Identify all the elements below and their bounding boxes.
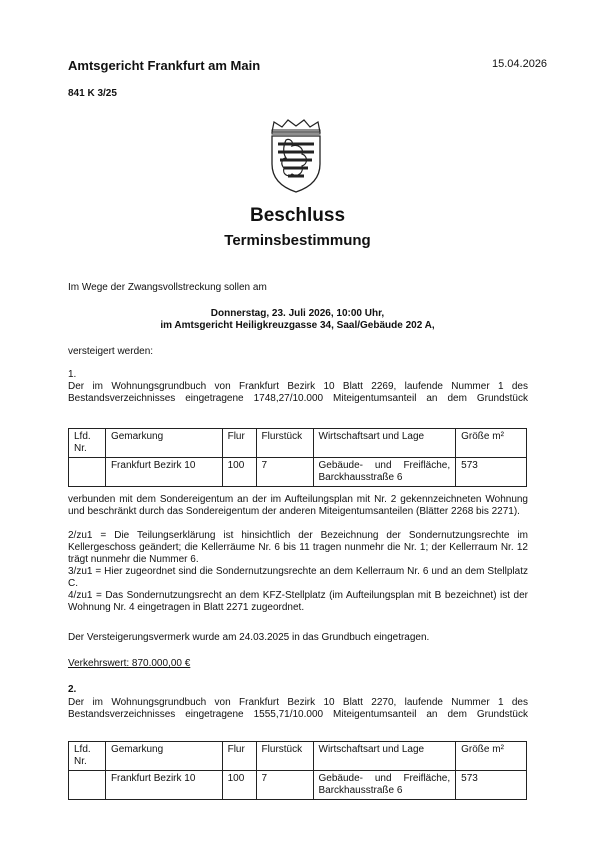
outro-text: versteigert werden: bbox=[68, 346, 154, 357]
column-header: Wirtschaftsart und Lage bbox=[313, 742, 456, 771]
column-header: Gemarkung bbox=[105, 742, 222, 771]
appointment-place: im Amtsgericht Heiligkreuzgasse 34, Saal/Gebäude 202 A, bbox=[160, 320, 435, 331]
item-description-line: Bestandsverzeichnisses eingetragene 1748,27/10.000 Miteigentumsanteil an dem Grundstück bbox=[68, 393, 528, 404]
intro-text: Im Wege der Zwangsvollstreckung sollen am bbox=[68, 282, 267, 293]
table-cell: 573 bbox=[456, 458, 527, 487]
table-cell bbox=[69, 771, 106, 800]
column-header: Flur bbox=[222, 429, 256, 458]
table-cell: Frankfurt Bezirk 10 bbox=[105, 458, 222, 487]
table-header-row bbox=[69, 429, 527, 458]
paragraph: 4/zu1 = Das Sondernutzungsrecht an dem KFZ-Stellplatz (im Aufteilungsplan mit B bezeichnet) ist der Wohnung Nr. 4 eingetragen in Blatt 2271 zugeordnet. bbox=[68, 590, 528, 613]
paragraph: 3/zu1 = Hier zugeordnet sind die Sondernutzungsrechte an dem Kellerraum Nr. 6 und an dem Stellplatz C. bbox=[68, 566, 528, 589]
table-cell: Gebäude- und Freifläche, Barckhausstraße 6 bbox=[313, 771, 456, 800]
table-row bbox=[69, 771, 527, 800]
parcel-table bbox=[68, 741, 527, 800]
column-header: Größe m² bbox=[456, 429, 527, 458]
table-header-row bbox=[69, 742, 527, 771]
item-description-line: Der im Wohnungsgrundbuch von Frankfurt Bezirk 10 Blatt 2270, laufende Nummer 1 des bbox=[68, 697, 528, 708]
column-header: Gemarkung bbox=[105, 429, 222, 458]
verkehrswert: Verkehrswert: 870.000,00 € bbox=[68, 658, 191, 669]
file-number: 841 K 3/25 bbox=[68, 88, 117, 99]
table-row bbox=[69, 458, 527, 487]
column-header: Lfd. Nr. bbox=[69, 429, 106, 458]
table-cell: 100 bbox=[222, 458, 256, 487]
column-header: Lfd. Nr. bbox=[69, 742, 106, 771]
document-date: 15.04.2026 bbox=[492, 58, 548, 70]
item-number: 2. bbox=[68, 684, 77, 695]
column-header: Größe m² bbox=[456, 742, 527, 771]
paragraph: 2/zu1 = Die Teilungserklärung ist hinsichtlich der Bezeichnung der Sondernutzungsrechte im Kellergeschoss geändert; die Kellerräume Nr. 6 bis 11 tragen nunmehr die Nr. 1; der Kellerraum Nr. 12 trägt nunmehr die Nummer 6. bbox=[68, 530, 528, 565]
table-cell: Gebäude- und Freifläche, Barckhausstraße 6 bbox=[313, 458, 456, 487]
table-cell: 7 bbox=[256, 458, 313, 487]
table-cell: 100 bbox=[222, 771, 256, 800]
hesse-coat-of-arms-icon bbox=[264, 118, 328, 194]
item-number: 1. bbox=[68, 369, 77, 380]
table-cell bbox=[69, 458, 106, 487]
vermerk-text: Der Versteigerungsvermerk wurde am 24.03.2025 in das Grundbuch eingetragen. bbox=[68, 632, 430, 643]
document-title: Beschluss bbox=[249, 205, 346, 226]
paragraph: verbunden mit dem Sondereigentum an der im Aufteilungsplan mit Nr. 2 gekennzeichneten Wohnung und beschränkt durch das Sondereigentum der anderen Miteigentumsanteilen (Blätter 2268 bis 2271). bbox=[68, 494, 528, 517]
table-cell: 573 bbox=[456, 771, 527, 800]
item-description-line: Der im Wohnungsgrundbuch von Frankfurt Bezirk 10 Blatt 2269, laufende Nummer 1 des bbox=[68, 381, 528, 392]
column-header: Flurstück bbox=[256, 429, 313, 458]
document-subtitle: Terminsbestimmung bbox=[224, 232, 371, 249]
table-cell: 7 bbox=[256, 771, 313, 800]
table-cell: Frankfurt Bezirk 10 bbox=[105, 771, 222, 800]
item-description-line: Bestandsverzeichnisses eingetragene 1555,71/10.000 Miteigentumsanteil an dem Grundstück bbox=[68, 709, 528, 720]
court-name: Amtsgericht Frankfurt am Main bbox=[68, 58, 261, 73]
column-header: Flurstück bbox=[256, 742, 313, 771]
parcel-table bbox=[68, 428, 527, 487]
column-header: Flur bbox=[222, 742, 256, 771]
appointment-date: Donnerstag, 23. Juli 2026, 10:00 Uhr, bbox=[210, 308, 385, 319]
column-header: Wirtschaftsart und Lage bbox=[313, 429, 456, 458]
